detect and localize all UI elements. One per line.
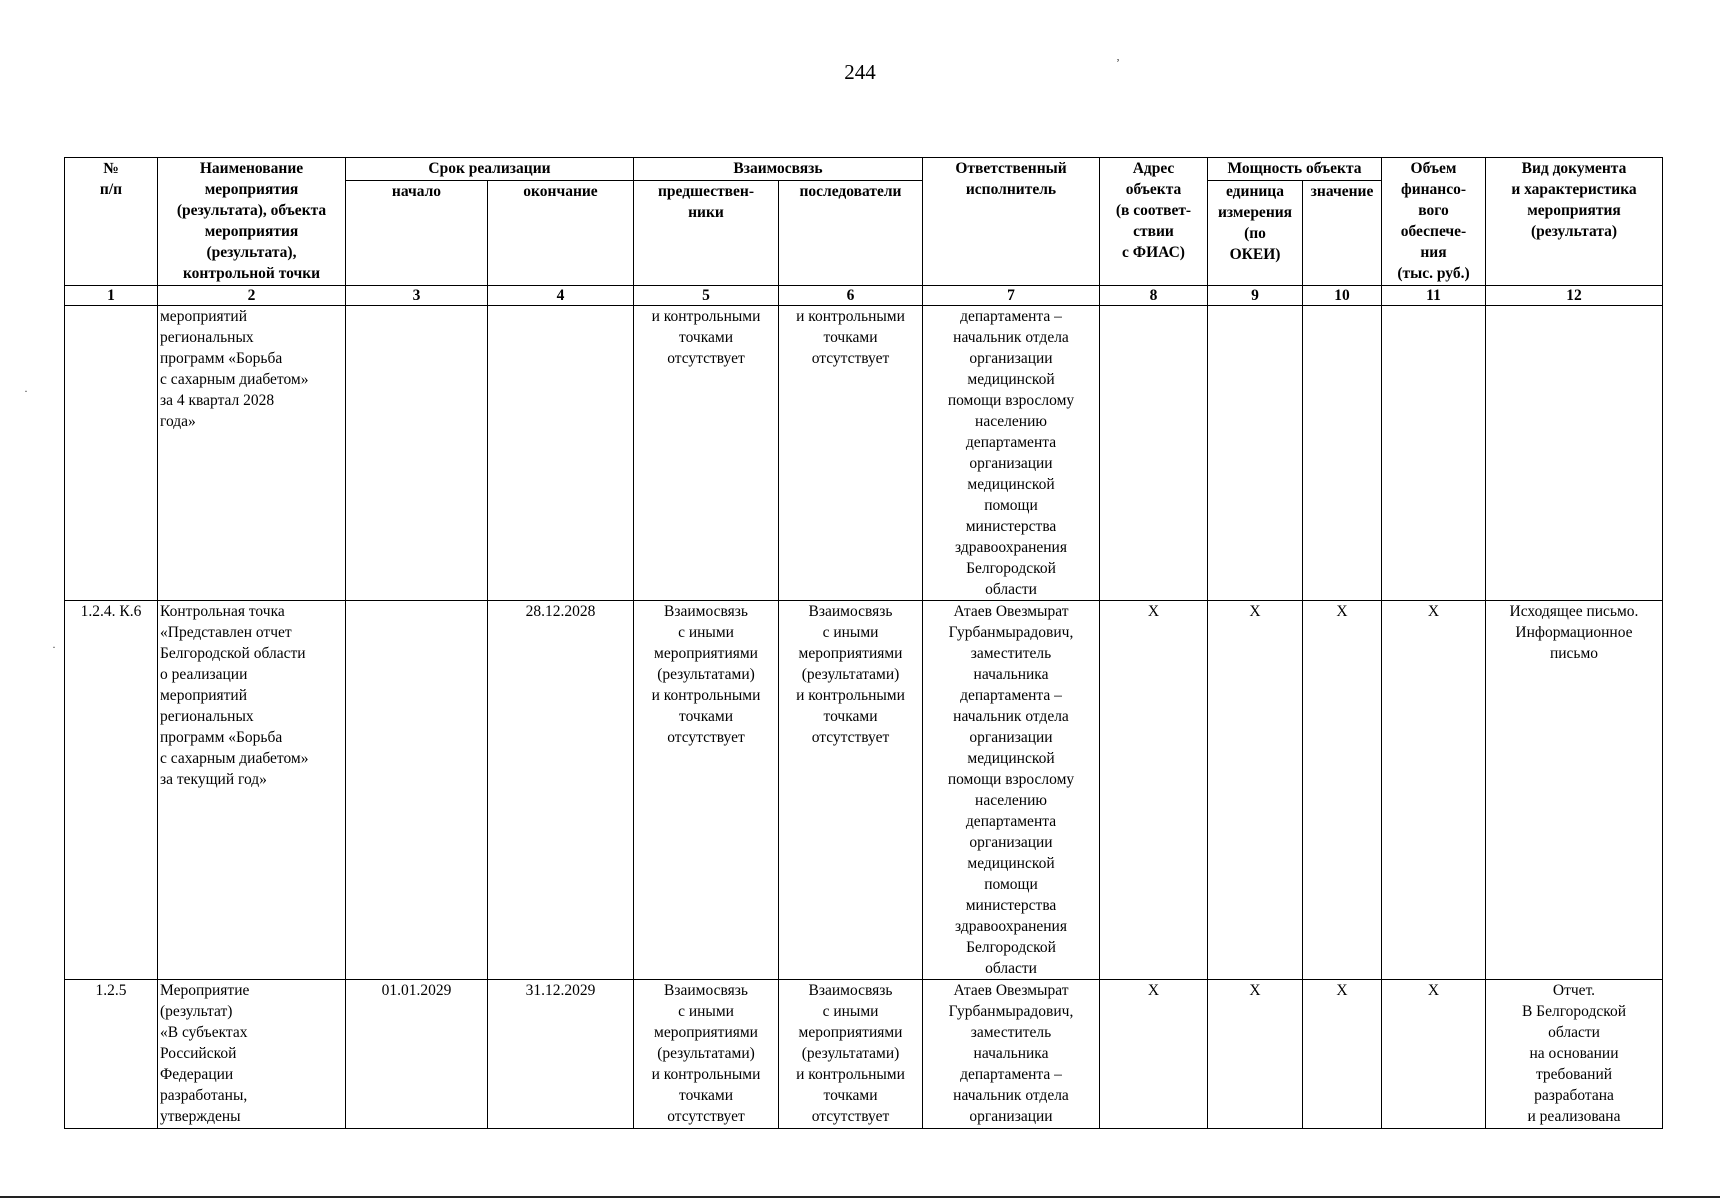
column-number: 3 <box>346 286 488 306</box>
cell-document: Отчет. В Белгородской области на основании требований разработана и реализована <box>1486 980 1663 1129</box>
scan-mark: ʼ <box>1116 56 1120 70</box>
header-start: начало <box>346 181 488 286</box>
scan-mark: · <box>24 384 28 398</box>
column-number: 11 <box>1382 286 1486 306</box>
column-number: 8 <box>1100 286 1208 306</box>
cell-unit: Х <box>1208 601 1303 980</box>
column-number: 7 <box>923 286 1100 306</box>
column-number: 5 <box>634 286 779 306</box>
cell-value: Х <box>1303 980 1382 1129</box>
table-row <box>65 306 1663 601</box>
cell-funding: Х <box>1382 601 1486 980</box>
cell-unit <box>1208 306 1303 601</box>
column-number: 12 <box>1486 286 1663 306</box>
cell-predecessors: Взаимосвязь с иными мероприятиями (результатами) и контрольными точками отсутствует <box>634 601 779 980</box>
cell-end: 28.12.2028 <box>488 601 634 980</box>
column-number: 6 <box>779 286 923 306</box>
page-number: 244 <box>844 60 876 84</box>
cell-funding: Х <box>1382 980 1486 1129</box>
cell-start <box>346 601 488 980</box>
table-row <box>65 980 1663 1129</box>
cell-number <box>65 306 158 601</box>
cell-address: Х <box>1100 980 1208 1129</box>
cell-address: Х <box>1100 601 1208 980</box>
header-responsible: Ответственный исполнитель <box>923 158 1100 286</box>
header-row-top <box>65 158 1663 181</box>
header-capacity: Мощность объекта <box>1208 158 1382 181</box>
cell-responsible: департамента – начальник отдела организации медицинской помощи взрослому населению департамента организации медицинской помощи министерства здравоохранения Белгородской области <box>923 306 1100 601</box>
cell-successors: и контрольными точками отсутствует <box>779 306 923 601</box>
cell-name: Контрольная точка «Представлен отчет Белгородской области о реализации мероприятий региональных программ «Борьба с сахарным диабетом» за текущий год» <box>158 601 346 980</box>
cell-predecessors: Взаимосвязь с иными мероприятиями (результатами) и контрольными точками отсутствует <box>634 980 779 1129</box>
cell-start: 01.01.2029 <box>346 980 488 1129</box>
column-number: 9 <box>1208 286 1303 306</box>
header-value: значение <box>1303 181 1382 286</box>
cell-start <box>346 306 488 601</box>
cell-name: мероприятий региональных программ «Борьба с сахарным диабетом» за 4 квартал 2028 года» <box>158 306 346 601</box>
header-number: № п/п <box>65 158 158 286</box>
cell-address <box>1100 306 1208 601</box>
header-period: Срок реализации <box>346 158 634 181</box>
cell-successors: Взаимосвязь с иными мероприятиями (результатами) и контрольными точками отсутствует <box>779 980 923 1129</box>
header-name: Наименование мероприятия (результата), объекта мероприятия (результата), контрольной точки <box>158 158 346 286</box>
cell-end: 31.12.2029 <box>488 980 634 1129</box>
header-relation: Взаимосвязь <box>634 158 923 181</box>
column-number: 2 <box>158 286 346 306</box>
cell-value: Х <box>1303 601 1382 980</box>
column-number: 4 <box>488 286 634 306</box>
cell-end <box>488 306 634 601</box>
activities-table <box>64 157 1663 1129</box>
header-funding: Объем финансо- вого обеспече- ния (тыс. руб.) <box>1382 158 1486 286</box>
column-number: 1 <box>65 286 158 306</box>
column-number-row <box>65 286 1663 306</box>
cell-funding <box>1382 306 1486 601</box>
cell-number: 1.2.5 <box>65 980 158 1129</box>
scan-mark: · <box>52 640 56 654</box>
column-number: 10 <box>1303 286 1382 306</box>
header-unit: единица измерения (по ОКЕИ) <box>1208 181 1303 286</box>
cell-predecessors: и контрольными точками отсутствует <box>634 306 779 601</box>
header-address: Адрес объекта (в соответ- ствии с ФИАС) <box>1100 158 1208 286</box>
header-predecessors: предшествен- ники <box>634 181 779 286</box>
cell-name: Мероприятие (результат) «В субъектах Российской Федерации разработаны, утверждены <box>158 980 346 1129</box>
header-successors: последователи <box>779 181 923 286</box>
cell-value <box>1303 306 1382 601</box>
table-row <box>65 601 1663 980</box>
cell-document <box>1486 306 1663 601</box>
cell-document: Исходящее письмо. Информационное письмо <box>1486 601 1663 980</box>
cell-unit: Х <box>1208 980 1303 1129</box>
cell-responsible: Атаев Овезмырат Гурбанмырадович, заместитель начальника департамента – начальник отдела организации <box>923 980 1100 1129</box>
cell-number: 1.2.4. К.6 <box>65 601 158 980</box>
header-document: Вид документа и характеристика мероприятия (результата) <box>1486 158 1663 286</box>
cell-successors: Взаимосвязь с иными мероприятиями (результатами) и контрольными точками отсутствует <box>779 601 923 980</box>
cell-responsible: Атаев Овезмырат Гурбанмырадович, заместитель начальника департамента – начальник отдела организации медицинской помощи взрослому населению департамента организации медицинской помощи министерства здравоохранения Белгородской области <box>923 601 1100 980</box>
header-end: окончание <box>488 181 634 286</box>
page-bottom-edge <box>0 1196 1720 1198</box>
